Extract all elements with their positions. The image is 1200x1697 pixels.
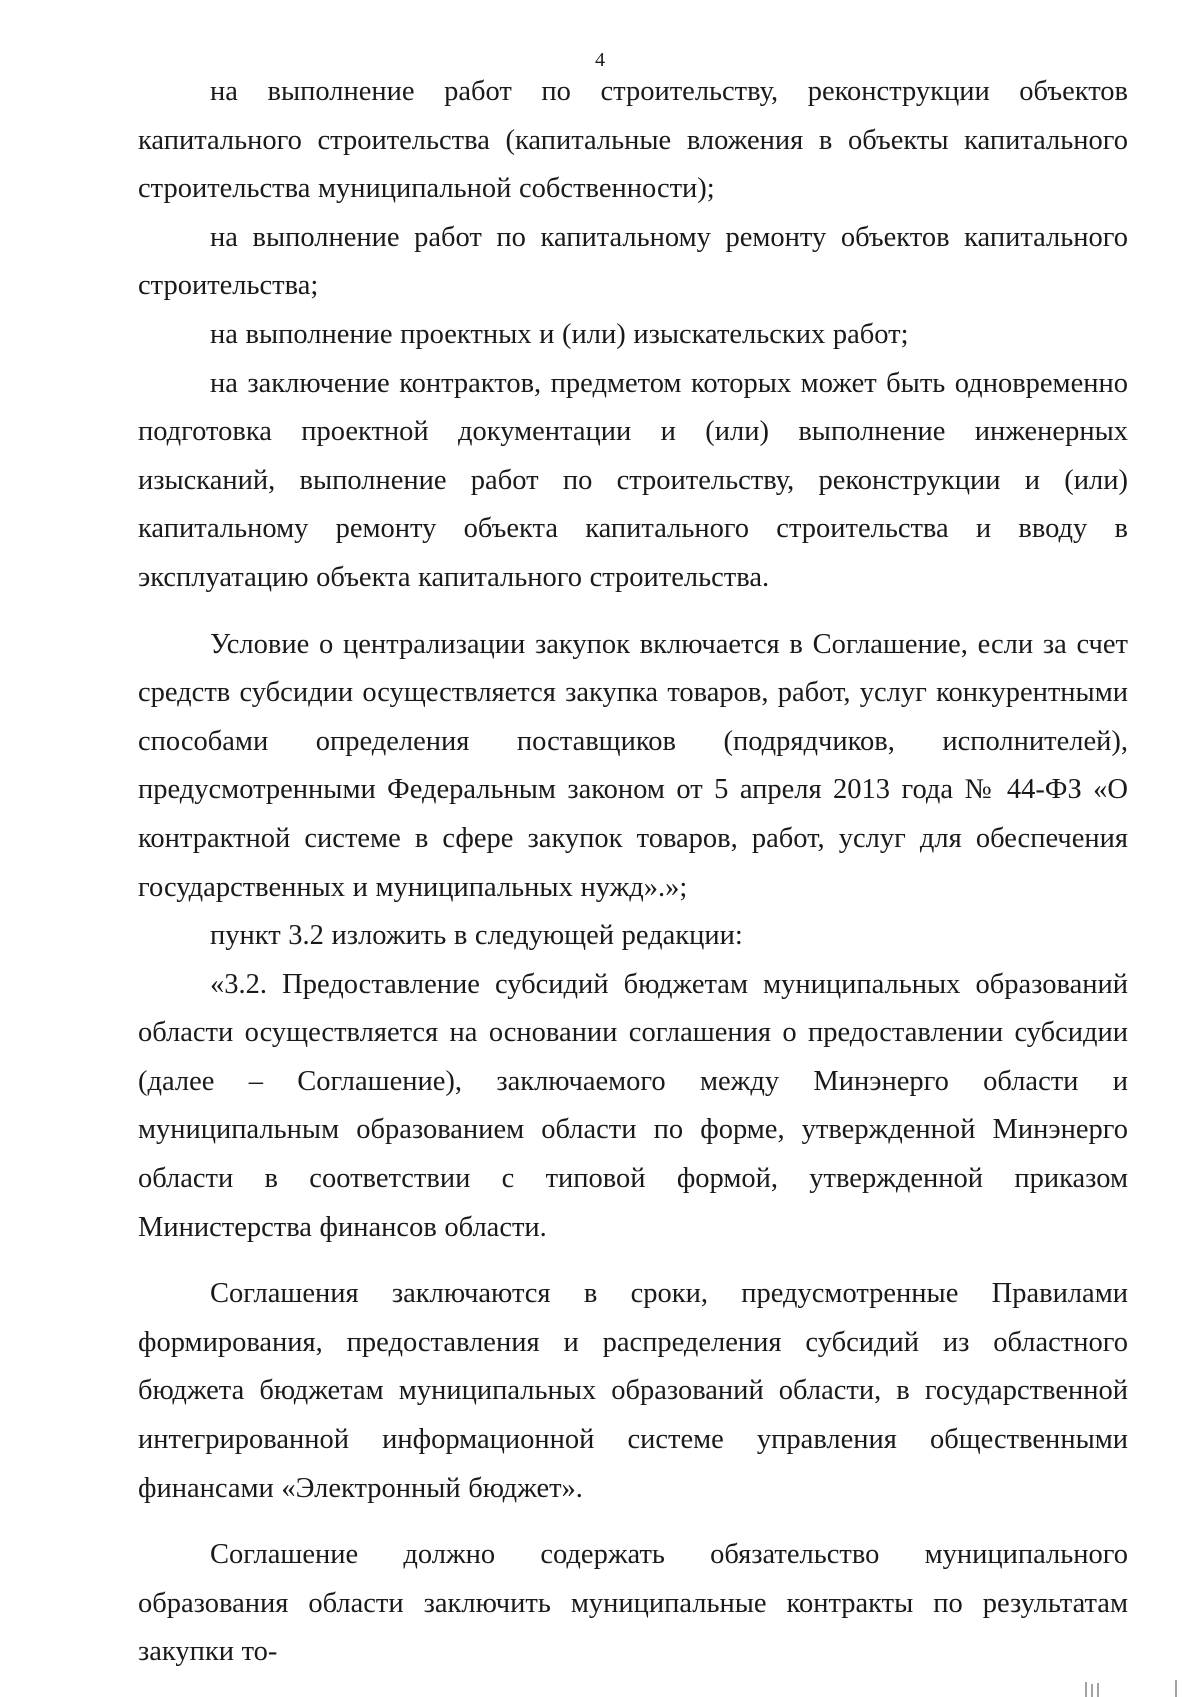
paragraph: на выполнение проектных и (или) изыскательских работ; <box>210 318 909 350</box>
paragraph: на заключение контрактов, предметом которых может быть одновременно подготовка проектной документации и (или) выполнение инженерных изысканий, выполнение работ по строительству, реконструкции и (или) капитальному ремонту объекта капитального строительства и вводу в эксплуатацию объекта капитального строительства. <box>138 367 1128 593</box>
paragraph: Соглашение должно содержать обязательство муниципального образования области заключить муниципальные контракты по результатам закупки то- <box>138 1539 1128 1668</box>
paragraph: Условие о централизации закупок включается в Соглашение, если за счет средств субсидии осуществляется закупка товаров, работ, услуг конкурентными способами определения поставщиков (подрядчиков, исполнителей), предусмотренными Федеральным законом от 5 апреля 2013 года № 44-ФЗ «О контрактной системе в сфере закупок товаров, работ, услуг для обеспечения государственных и муниципальных нужд».»; <box>138 628 1128 903</box>
paragraph: Соглашения заключаются в сроки, предусмотренные Правилами формирования, предоставления и распределения субсидий из областного бюджета бюджетам муниципальных образований области, в государственной интегрированной информационной системе управления общественными финансами «Электронный бюджет». <box>138 1278 1128 1504</box>
paragraph: на выполнение работ по строительству, реконструкции объектов капитального строительства (капитальные вложения в объекты капитального строительства муниципальной собственности); <box>138 76 1128 205</box>
paragraph-gap <box>138 1513 1128 1531</box>
paragraph-gap <box>138 1252 1128 1270</box>
paragraph-gap <box>138 603 1128 621</box>
document-body <box>138 68 1128 1677</box>
paragraph: пункт 3.2 изложить в следующей редакции: <box>210 920 743 952</box>
paragraph: на выполнение работ по капитальному ремонту объектов капитального строительства; <box>138 221 1128 302</box>
paragraph: «3.2. Предоставление субсидий бюджетам муниципальных образований области осуществляется на основании соглашения о предоставлении субсидии (далее – Соглашение), заключаемого между Минэнерго области и муниципальным образованием области по форме, утвержденной Минэнерго области в соответствии с типовой формой, утвержденной приказом Министерства финансов области. <box>138 968 1128 1243</box>
page-number: 4 <box>595 49 605 71</box>
